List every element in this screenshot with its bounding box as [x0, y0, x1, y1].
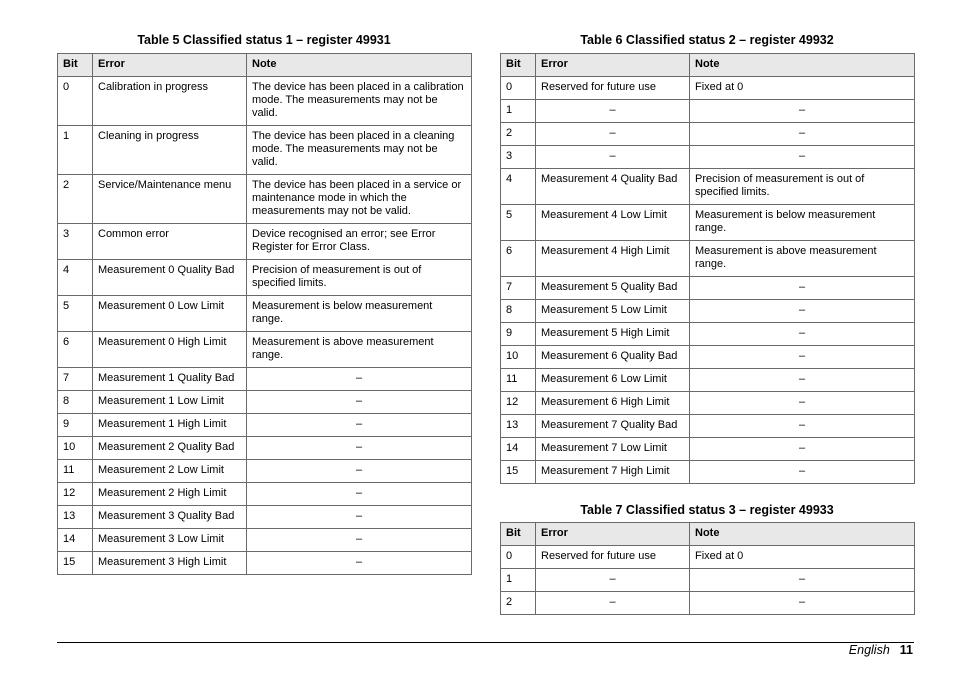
table-row: [58, 126, 472, 175]
error-cell: Reserved for future use: [536, 546, 690, 569]
error-cell: Measurement 6 Low Limit: [536, 369, 690, 392]
table-row: [501, 323, 915, 346]
table5: [57, 53, 472, 575]
table-row: [501, 146, 915, 169]
bit-cell: 2: [501, 123, 536, 146]
table-row: [501, 546, 915, 569]
bit-cell: 6: [58, 332, 93, 368]
bit-cell: 0: [501, 77, 536, 100]
bit-cell: 13: [501, 415, 536, 438]
note-cell: Precision of measurement is out of specified limits.: [690, 169, 915, 205]
bit-cell: 9: [58, 414, 93, 437]
note-cell: –: [247, 391, 472, 414]
error-cell: Measurement 0 Low Limit: [93, 296, 247, 332]
table-row: [58, 437, 472, 460]
bit-cell: 14: [501, 438, 536, 461]
error-cell: Measurement 2 Quality Bad: [93, 437, 247, 460]
bit-cell: 15: [58, 552, 93, 575]
note-cell: –: [690, 569, 915, 592]
note-cell: The device has been placed in a cleaning mode. The measurements may not be valid.: [247, 126, 472, 175]
bit-cell: 12: [58, 483, 93, 506]
table-row: [501, 205, 915, 241]
error-cell: –: [536, 592, 690, 615]
error-cell: Measurement 1 Low Limit: [93, 391, 247, 414]
error-cell: –: [536, 100, 690, 123]
error-cell: –: [536, 569, 690, 592]
error-cell: –: [536, 146, 690, 169]
bit-cell: 7: [58, 368, 93, 391]
bit-cell: 0: [501, 546, 536, 569]
column-header-note: Note: [247, 54, 472, 77]
note-cell: Measurement is above measurement range.: [690, 241, 915, 277]
column-header-bit: Bit: [501, 54, 536, 77]
table-row: [58, 506, 472, 529]
note-cell: –: [690, 146, 915, 169]
note-cell: –: [690, 277, 915, 300]
table-row: [58, 296, 472, 332]
table-row: [501, 241, 915, 277]
table6: [500, 53, 915, 484]
table-row: [501, 461, 915, 484]
note-cell: –: [247, 552, 472, 575]
bit-cell: 5: [501, 205, 536, 241]
table-row: [501, 369, 915, 392]
bit-cell: 1: [501, 569, 536, 592]
table-row: [58, 483, 472, 506]
note-cell: The device has been placed in a calibration mode. The measurements may not be valid.: [247, 77, 472, 126]
error-cell: Measurement 7 Quality Bad: [536, 415, 690, 438]
bit-cell: 4: [501, 169, 536, 205]
note-cell: –: [247, 414, 472, 437]
note-cell: –: [690, 369, 915, 392]
table-row: [58, 391, 472, 414]
note-cell: Fixed at 0: [690, 77, 915, 100]
column-header-bit: Bit: [501, 523, 536, 546]
bit-cell: 4: [58, 260, 93, 296]
bit-cell: 6: [501, 241, 536, 277]
error-cell: Measurement 1 Quality Bad: [93, 368, 247, 391]
bit-cell: 10: [501, 346, 536, 369]
note-cell: Measurement is below measurement range.: [690, 205, 915, 241]
page-footer: [849, 643, 913, 657]
error-cell: Measurement 4 High Limit: [536, 241, 690, 277]
table-row: [58, 552, 472, 575]
table-row: [501, 592, 915, 615]
table-row: [58, 368, 472, 391]
bit-cell: 11: [501, 369, 536, 392]
note-cell: –: [690, 300, 915, 323]
table-row: [501, 123, 915, 146]
column-header-error: Error: [536, 523, 690, 546]
error-cell: Measurement 3 High Limit: [93, 552, 247, 575]
error-cell: Measurement 7 Low Limit: [536, 438, 690, 461]
error-cell: Cleaning in progress: [93, 126, 247, 175]
error-cell: Measurement 4 Low Limit: [536, 205, 690, 241]
error-cell: Measurement 4 Quality Bad: [536, 169, 690, 205]
bit-cell: 2: [58, 175, 93, 224]
table7-title: Table 7 Classified status 3 – register 49933: [580, 503, 834, 517]
column-header-note: Note: [690, 54, 915, 77]
note-cell: –: [247, 506, 472, 529]
column-header-error: Error: [536, 54, 690, 77]
note-cell: –: [247, 529, 472, 552]
note-cell: –: [690, 100, 915, 123]
note-cell: Precision of measurement is out of specified limits.: [247, 260, 472, 296]
note-cell: –: [690, 323, 915, 346]
bit-cell: 3: [501, 146, 536, 169]
note-cell: –: [247, 437, 472, 460]
note-cell: –: [690, 438, 915, 461]
note-cell: –: [690, 346, 915, 369]
bit-cell: 10: [58, 437, 93, 460]
bit-cell: 7: [501, 277, 536, 300]
note-cell: –: [247, 483, 472, 506]
error-cell: Measurement 5 High Limit: [536, 323, 690, 346]
note-cell: –: [690, 123, 915, 146]
note-cell: The device has been placed in a service or maintenance mode in which the measurements may not be valid.: [247, 175, 472, 224]
bit-cell: 12: [501, 392, 536, 415]
bit-cell: 3: [58, 224, 93, 260]
note-cell: Measurement is above measurement range.: [247, 332, 472, 368]
error-cell: Measurement 5 Low Limit: [536, 300, 690, 323]
table-row: [501, 392, 915, 415]
table-row: [58, 260, 472, 296]
column-header-error: Error: [93, 54, 247, 77]
column-header-bit: Bit: [58, 54, 93, 77]
error-cell: Measurement 1 High Limit: [93, 414, 247, 437]
table5-title: Table 5 Classified status 1 – register 49931: [137, 33, 391, 47]
table-row: [58, 460, 472, 483]
note-cell: –: [247, 368, 472, 391]
table-row: [58, 414, 472, 437]
error-cell: Calibration in progress: [93, 77, 247, 126]
table-row: [501, 438, 915, 461]
error-cell: Measurement 7 High Limit: [536, 461, 690, 484]
bit-cell: 14: [58, 529, 93, 552]
table6-title: Table 6 Classified status 2 – register 49932: [580, 33, 834, 47]
table-row: [501, 415, 915, 438]
table5-header-row: [58, 54, 472, 77]
table-row: [501, 300, 915, 323]
error-cell: Measurement 5 Quality Bad: [536, 277, 690, 300]
bit-cell: 15: [501, 461, 536, 484]
bit-cell: 8: [58, 391, 93, 414]
table-row: [501, 346, 915, 369]
table-row: [501, 277, 915, 300]
bit-cell: 8: [501, 300, 536, 323]
table6-header-row: [501, 54, 915, 77]
bit-cell: 11: [58, 460, 93, 483]
error-cell: Measurement 2 Low Limit: [93, 460, 247, 483]
bit-cell: 5: [58, 296, 93, 332]
table7: [500, 522, 915, 615]
error-cell: Measurement 2 High Limit: [93, 483, 247, 506]
note-cell: Measurement is below measurement range.: [247, 296, 472, 332]
note-cell: Device recognised an error; see Error Register for Error Class.: [247, 224, 472, 260]
column-header-note: Note: [690, 523, 915, 546]
table-row: [58, 175, 472, 224]
note-cell: –: [690, 392, 915, 415]
error-cell: Measurement 3 Quality Bad: [93, 506, 247, 529]
table-row: [58, 224, 472, 260]
bit-cell: 2: [501, 592, 536, 615]
table-row: [58, 77, 472, 126]
table-row: [501, 569, 915, 592]
table7-header-row: [501, 523, 915, 546]
table-row: [58, 529, 472, 552]
table-row: [501, 169, 915, 205]
note-cell: –: [247, 460, 472, 483]
bit-cell: 9: [501, 323, 536, 346]
note-cell: –: [690, 461, 915, 484]
error-cell: Measurement 0 Quality Bad: [93, 260, 247, 296]
error-cell: Service/Maintenance menu: [93, 175, 247, 224]
error-cell: Measurement 3 Low Limit: [93, 529, 247, 552]
error-cell: Measurement 6 Quality Bad: [536, 346, 690, 369]
error-cell: –: [536, 123, 690, 146]
bit-cell: 1: [58, 126, 93, 175]
note-cell: –: [690, 415, 915, 438]
footer-language: English: [848, 643, 890, 657]
table-row: [501, 77, 915, 100]
bit-cell: 1: [501, 100, 536, 123]
error-cell: Measurement 6 High Limit: [536, 392, 690, 415]
error-cell: Common error: [93, 224, 247, 260]
note-cell: –: [690, 592, 915, 615]
note-cell: Fixed at 0: [690, 546, 915, 569]
table-row: [501, 100, 915, 123]
error-cell: Measurement 0 High Limit: [93, 332, 247, 368]
bit-cell: 0: [58, 77, 93, 126]
error-cell: Reserved for future use: [536, 77, 690, 100]
bit-cell: 13: [58, 506, 93, 529]
footer-divider: [57, 642, 914, 643]
table-row: [58, 332, 472, 368]
page-number: 11: [899, 643, 913, 657]
